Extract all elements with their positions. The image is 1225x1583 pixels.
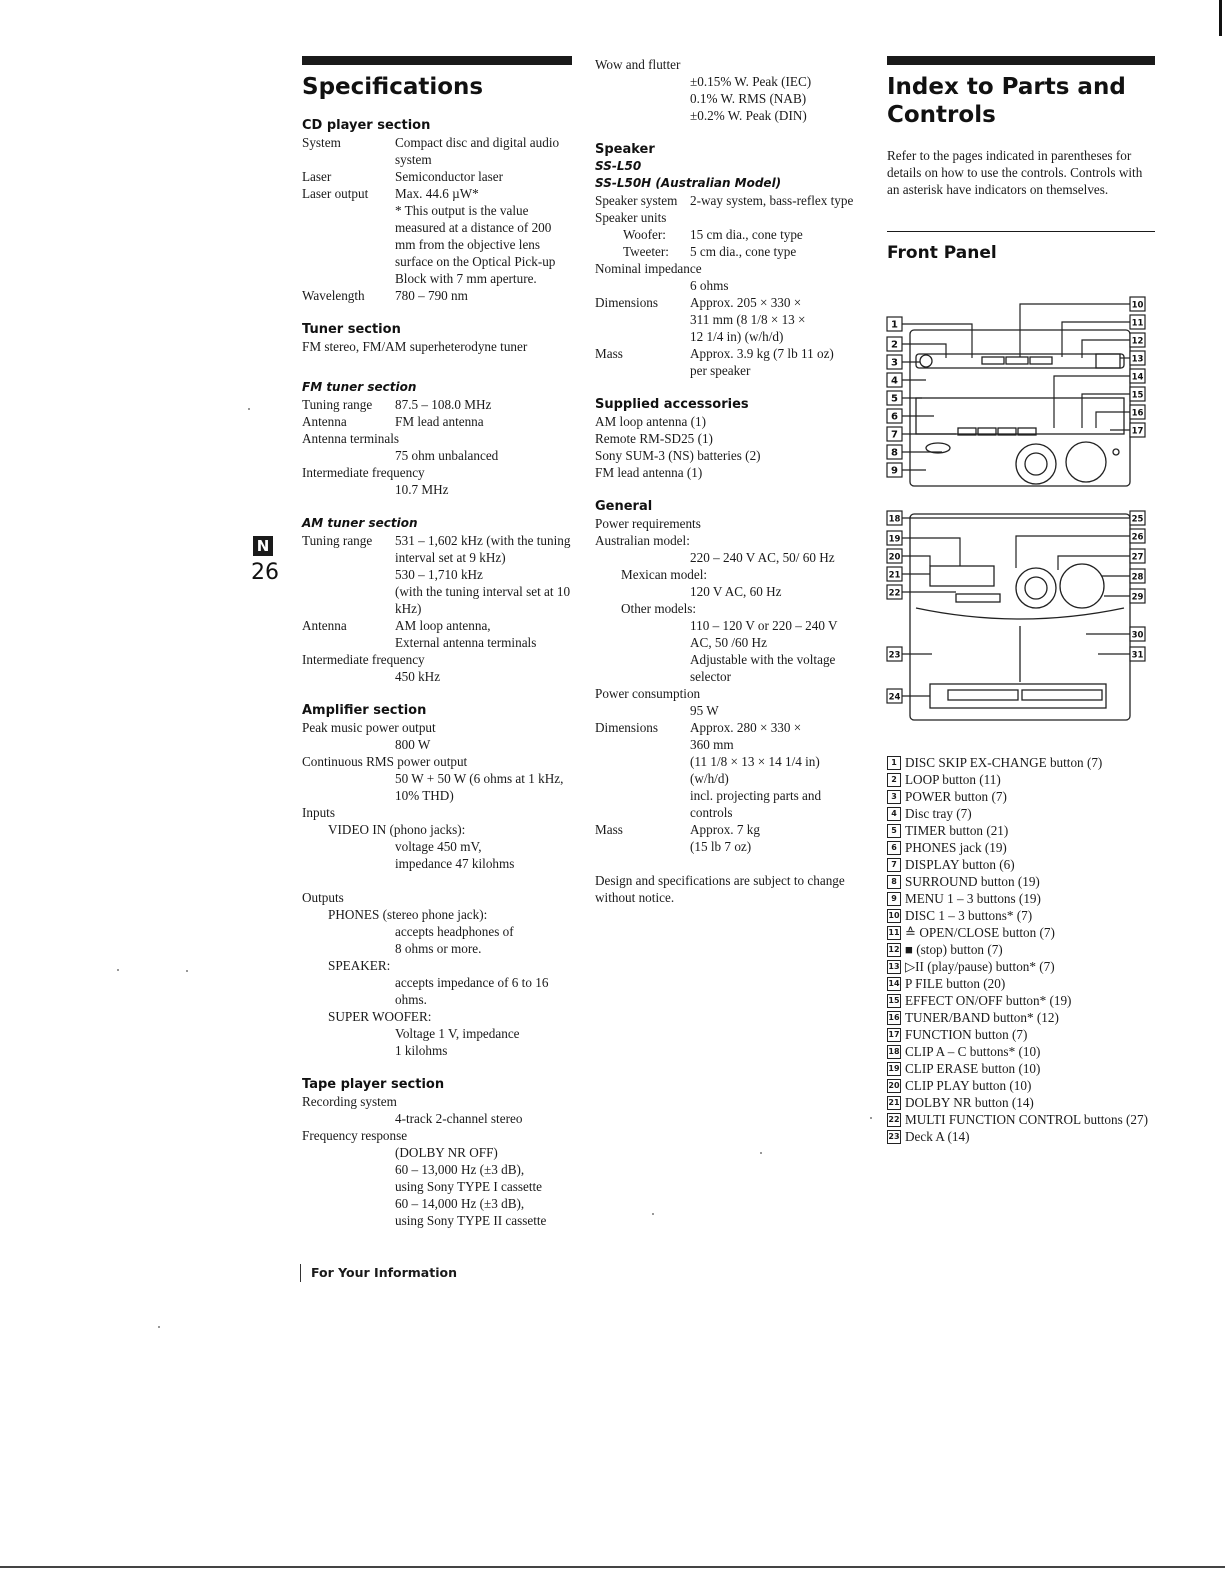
spec-value: 5 cm dia., cone type [690,244,797,259]
spec-key: Nominal impedance [595,261,702,276]
spec-row [302,168,572,185]
callout-label: 2 [891,339,898,351]
spec-value: 15 cm dia., cone type [690,227,803,242]
spec-key: Continuous RMS power output [302,754,468,769]
spec-key: Laser [302,169,332,184]
legend-text: Disc tray (7) [905,806,972,821]
heading-rule [887,56,1155,65]
callout-number: 18 [887,1045,901,1059]
spec-key: VIDEO IN (phono jacks): [328,822,466,837]
spec-key: Wow and flutter [595,57,681,72]
callout-number: 5 [887,824,901,838]
spec-key: Speaker system [595,193,678,208]
legend-text: MENU 1 – 3 buttons (19) [905,891,1041,906]
callout-number: 15 [887,994,901,1008]
tuner-section [302,321,572,355]
callout-label: 7 [891,429,898,441]
spec-value: AC, 50 /60 Hz [690,635,767,650]
callout-label: 12 [1131,336,1144,347]
spec-value: 531 – 1,602 kHz (with the tuning interval set at 9 kHz) [395,533,571,565]
volume-knob [1066,442,1106,482]
spec-key: Speaker units [595,210,667,225]
callouts-left [887,511,902,703]
legend-item [887,1094,1157,1111]
callout-number: 9 [887,892,901,906]
specifications-column [302,56,572,1229]
footnote [302,202,572,287]
callout-number: 3 [887,790,901,804]
spec-row [595,345,865,362]
spec-value: 800 W [395,737,431,752]
power-button [920,355,932,367]
callout-label: 14 [1131,372,1144,383]
heading-rule [302,56,572,65]
section-heading: AM tuner section [302,516,418,530]
callout-number: 8 [887,875,901,889]
callout-label: 30 [1131,630,1144,641]
legend-text: TIMER button (21) [905,823,1009,838]
legend-text: ▷II (play/pause) button* (7) [905,959,1055,974]
spec-value: 780 – 790 nm [395,288,468,303]
leader-line [1096,412,1130,428]
spec-value: accepts headphones of [395,924,514,939]
leader-line [1016,536,1130,568]
panel-curve [916,608,1124,619]
scan-speck [248,408,250,410]
multi-control-dial [1016,444,1056,484]
legend-text: PHONES jack (19) [905,840,1007,855]
spec-key: Wavelength [302,288,365,303]
spec-value: (11 1/8 × 13 × 14 1/4 in) [690,754,820,769]
index-title-line1: Index to Parts and [887,74,1126,100]
spec-value: ±0.2% W. Peak (DIN) [690,108,807,123]
leader-line [1082,394,1130,428]
deck-b-buttons [1022,690,1102,700]
spec-value: Approx. 3.9 kg (7 lb 11 oz) [690,346,834,361]
callout-label: 15 [1131,390,1144,401]
callout-label: 20 [888,552,901,563]
callout-number: 19 [887,1062,901,1076]
spec-row [302,413,572,430]
specifications-column-2 [595,56,865,906]
general-section [595,498,865,855]
scan-speck [870,1117,872,1119]
amplifier-section [302,702,572,1059]
display [930,566,994,586]
tape-player-section [302,1076,572,1229]
legend-item [887,1043,1157,1060]
callout-label: 13 [1131,354,1144,365]
spec-value: ±0.15% W. Peak (IEC) [690,74,812,89]
legend-item [887,873,1157,890]
spec-value: 110 – 120 V or 220 – 240 V [690,618,838,633]
edge-bar [1219,0,1222,36]
parts-legend [887,754,1157,1145]
legend-text: SURROUND button (19) [905,874,1040,889]
spec-key: Antenna terminals [302,431,400,446]
section-heading: FM tuner section [302,380,417,394]
leader-line [902,556,930,566]
spec-key: Dimensions [595,720,659,735]
callout-label: 29 [1131,592,1144,603]
callout-label: 6 [891,411,898,423]
spec-value: (15 lb 7 oz) [690,839,752,854]
spec-value: (w/h/d) [690,771,729,786]
supplied-accessories-section [595,396,865,481]
spec-value: 220 – 240 V AC, 50/ 60 Hz [690,550,835,565]
spec-key: Frequency response [302,1128,408,1143]
spec-value: incl. projecting parts and [690,788,822,803]
spec-row [302,185,572,202]
multi-control-dial [1016,568,1056,608]
spec-value: using Sony TYPE I cassette [395,1179,543,1194]
speaker-section [595,141,865,379]
legend-text: LOOP button (11) [905,772,1001,787]
legend-item [887,1077,1157,1094]
legend-text: P FILE button (20) [905,976,1006,991]
spec-key: Australian model: [595,533,690,548]
spec-row [595,243,865,260]
spec-value: 120 V AC, 60 Hz [690,584,782,599]
spec-key: Antenna [302,618,347,633]
spec-key: Tuning range [302,533,373,548]
legend-item [887,822,1157,839]
section-heading: General [595,499,653,514]
volume-knob [1060,564,1104,608]
am-tuner-section [302,515,572,685]
callout-number: 22 [887,1113,901,1127]
callouts-right [1130,511,1145,661]
spec-key: Power requirements [595,516,701,531]
spec-value: 50 W + 50 W (6 ohms at 1 kHz, 10% THD) [395,771,564,803]
spec-row [302,617,572,634]
spec-value: Semiconductor laser [395,169,504,184]
section-heading: Speaker [595,142,655,157]
leader-line [902,538,960,566]
spec-value: selector [690,669,732,684]
spec-key: Woofer: [623,227,666,242]
callout-number: 10 [887,909,901,923]
section-heading: Tuner section [302,322,401,337]
legend-item [887,856,1157,873]
legend-item [887,1060,1157,1077]
spec-value: 311 mm (8 1/8 × 13 × [690,312,806,327]
spec-value: Approx. 205 × 330 × [690,295,802,310]
scan-speck [158,1326,160,1328]
callout-label: 16 [1131,408,1144,419]
section-heading: Amplifier section [302,703,427,718]
callout-label: 28 [1131,572,1144,583]
spec-value: controls [690,805,733,820]
callout-label: 8 [891,447,898,459]
spec-value: Approx. 7 kg [690,822,760,837]
callout-label: 1 [891,319,898,331]
spec-key: Antenna [302,414,347,429]
spec-value: Adjustable with the voltage [690,652,836,667]
legend-item [887,890,1157,907]
multi-control-inner [1025,453,1047,475]
callout-label: 4 [891,375,898,387]
legend-item [887,924,1157,941]
legend-text: DISC SKIP EX-CHANGE button (7) [905,755,1103,770]
callout-number: 13 [887,960,901,974]
spec-key: Mexican model: [621,567,708,582]
callout-number: 1 [887,756,901,770]
legend-item [887,788,1157,805]
spec-value: Max. 44.6 µW* [395,186,479,201]
spec-row [595,821,865,838]
legend-text: DISC 1 – 3 buttons* (7) [905,908,1033,923]
legend-text: DOLBY NR button (14) [905,1095,1034,1110]
spec-key: Intermediate frequency [302,652,425,667]
spec-value: 8 ohms or more. [395,941,482,956]
spec-key: Mass [595,346,623,361]
spec-row [595,719,865,736]
callout-number: 14 [887,977,901,991]
disc-button [982,357,1004,364]
callout-label: 25 [1131,514,1144,525]
spec-row [302,287,572,304]
specifications-title: Specifications [302,74,484,100]
spec-value: 360 mm [690,737,734,752]
spec-key: Intermediate frequency [302,465,425,480]
scan-speck [186,970,188,972]
spec-key: SPEAKER: [328,958,391,973]
spec-value: 2-way system, bass-reflex type [690,193,854,208]
page-number: 26 [251,560,279,585]
section-heading: CD player section [302,118,431,133]
spec-key: System [302,135,341,150]
callout-label: 27 [1131,552,1144,563]
legend-text: DISPLAY button (6) [905,857,1015,872]
footer-label: For Your Information [300,1264,457,1282]
spec-value: Compact disc and digital audio system [395,135,560,167]
spec-key: Recording system [302,1094,397,1109]
front-panel-diagram-top [886,294,1152,490]
unit-outline [910,514,1130,720]
scan-speck [652,1213,654,1215]
accessory-item: Remote RM-SD25 (1) [595,431,713,446]
callout-number: 17 [887,1028,901,1042]
spec-value: 95 W [690,703,719,718]
legend-item [887,1111,1157,1128]
callout-label: 9 [891,465,898,477]
spec-value: 12 1/4 in) (w/h/d) [690,329,784,344]
spec-value: 60 – 14,000 Hz (±3 dB), [395,1196,525,1211]
legend-text: CLIP A – C buttons* (10) [905,1044,1041,1059]
spec-key: Tweeter: [623,244,669,259]
legend-text: CLIP ERASE button (10) [905,1061,1041,1076]
spec-key: Laser output [302,186,369,201]
cd-controls [1096,354,1120,368]
callout-label: 22 [888,588,901,599]
legend-text: POWER button (7) [905,789,1007,804]
index-intro: Refer to the pages indicated in parentheses for details on how to use the controls. Controls with an asterisk have indicators on themselves. [887,148,1143,197]
legend-text: FUNCTION button (7) [905,1027,1028,1042]
callout-label: 19 [888,534,901,545]
legend-item [887,1026,1157,1043]
legend-item [887,907,1157,924]
spec-value: 4-track 2-channel stereo [395,1111,523,1126]
multi-control-inner [1025,577,1047,599]
callout-number: 16 [887,1011,901,1025]
cd-player-section [302,117,572,304]
spec-key: Dimensions [595,295,659,310]
callout-label: 3 [891,357,898,369]
spec-value: 60 – 13,000 Hz (±3 dB), [395,1162,525,1177]
disc-button [1006,357,1028,364]
spec-row [595,294,865,311]
spec-value: per speaker [690,363,751,378]
callout-number: 7 [887,858,901,872]
disc-button [1030,357,1052,364]
legend-text: EFFECT ON/OFF button* (19) [905,993,1072,1008]
spec-value: 6 ohms [690,278,729,293]
spec-row [302,396,572,413]
spec-key: Tuning range [302,397,373,412]
accessory-item: Sony SUM-3 (NS) batteries (2) [595,448,761,463]
legend-text: TUNER/BAND button* (12) [905,1010,1059,1025]
legend-item [887,754,1157,771]
legend-item [887,1009,1157,1026]
spec-key: Mass [595,822,623,837]
callout-label: 24 [888,692,901,703]
change-notice: Design and specifications are subject to change without notice. [595,873,845,905]
callout-label: 23 [888,650,901,661]
scan-speck [117,969,119,971]
callout-label: 21 [888,570,901,581]
legend-text: ≙ OPEN/CLOSE button (7) [905,925,1055,940]
callout-number: 21 [887,1096,901,1110]
leader-line [1054,376,1130,428]
legend-item [887,771,1157,788]
front-panel-heading: Front Panel [887,243,997,263]
spec-key: Other models: [621,601,697,616]
leader-line [1082,340,1130,358]
spec-value: 450 kHz [395,669,441,684]
callout-number: 4 [887,807,901,821]
spec-row [302,134,572,168]
spec-value: (DOLBY NR OFF) [395,1145,498,1160]
spec-value: voltage 450 mV, [395,839,482,854]
spec-key: PHONES (stereo phone jack): [328,907,488,922]
legend-text: MULTI FUNCTION CONTROL buttons (27) [905,1112,1148,1127]
spec-value: Voltage 1 V, impedance [395,1026,520,1041]
legend-item [887,975,1157,992]
accessory-item: AM loop antenna (1) [595,414,706,429]
callout-number: 2 [887,773,901,787]
spec-key: Outputs [302,890,344,905]
spec-row [595,226,865,243]
callouts-right [1130,297,1145,437]
callout-label: 5 [891,393,898,405]
callout-label: 18 [888,514,901,525]
spec-value: FM lead antenna [395,414,484,429]
callout-label: 11 [1131,318,1144,329]
model-name: SS-L50 [595,159,642,173]
callouts-left [887,317,902,477]
legend-text: CLIP PLAY button (10) [905,1078,1032,1093]
spec-value: 0.1% W. RMS (NAB) [690,91,807,106]
callout-label: 31 [1131,650,1144,661]
deck-a-buttons [948,690,1018,700]
spec-value: 530 – 1,710 kHz [395,567,483,582]
legend-item [887,1128,1157,1145]
spec-value: using Sony TYPE II cassette [395,1213,547,1228]
spec-value: 10.7 MHz [395,482,449,497]
callout-number: 23 [887,1130,901,1144]
section-heading: Tape player section [302,1077,445,1092]
legend-item [887,992,1157,1009]
fm-tuner-section [302,379,572,498]
model-name: SS-L50H (Australian Model) [595,176,782,190]
callout-number: 11 [887,926,901,940]
leader-line [902,324,972,358]
spec-text: FM stereo, FM/AM superheterodyne tuner [302,339,528,354]
legend-item [887,839,1157,856]
callout-label: 10 [1131,300,1144,311]
spec-value: impedance 47 kilohms [395,856,515,871]
spec-key: Inputs [302,805,335,820]
section-badge: N [253,536,273,556]
accessory-item: FM lead antenna (1) [595,465,703,480]
spec-value: External antenna terminals [395,635,537,650]
spec-row [302,532,572,566]
legend-item [887,958,1157,975]
spec-value: AM loop antenna, [395,618,491,633]
callout-number: 6 [887,841,901,855]
spec-value: 75 ohm unbalanced [395,448,499,463]
spec-key: Peak music power output [302,720,436,735]
legend-text: Deck A (14) [905,1129,970,1144]
footnote-text: * This output is the value measured at a distance of 200 mm from the objective lens surface on the Optical Pick-up Block with 7 mm aperture. [395,203,556,286]
button-row [956,594,1000,602]
spec-value: 1 kilohms [395,1043,448,1058]
spec-key: SUPER WOOFER: [328,1009,432,1024]
legend-item [887,941,1157,958]
spec-value: Approx. 280 × 330 × [690,720,802,735]
callout-label: 17 [1131,426,1144,437]
scan-edge [0,1566,1225,1568]
divider [887,231,1155,232]
section-heading: Supplied accessories [595,397,749,412]
callout-number: 12 [887,943,901,957]
spec-row [595,192,865,209]
legend-item [887,805,1157,822]
spec-value: accepts impedance of 6 to 16 ohms. [395,975,549,1007]
scan-speck [760,1152,762,1154]
legend-text: ■ (stop) button (7) [905,942,1003,957]
spec-value: (with the tuning interval set at 10 kHz) [395,584,571,616]
index-title-line2: Controls [887,102,996,128]
callout-label: 26 [1131,532,1144,543]
spec-value: 87.5 – 108.0 MHz [395,397,492,412]
front-panel-diagram-bottom [886,508,1152,728]
index-column [887,56,1155,264]
callout-number: 20 [887,1079,901,1093]
spec-key: Power consumption [595,686,701,701]
sensor [1113,449,1119,455]
